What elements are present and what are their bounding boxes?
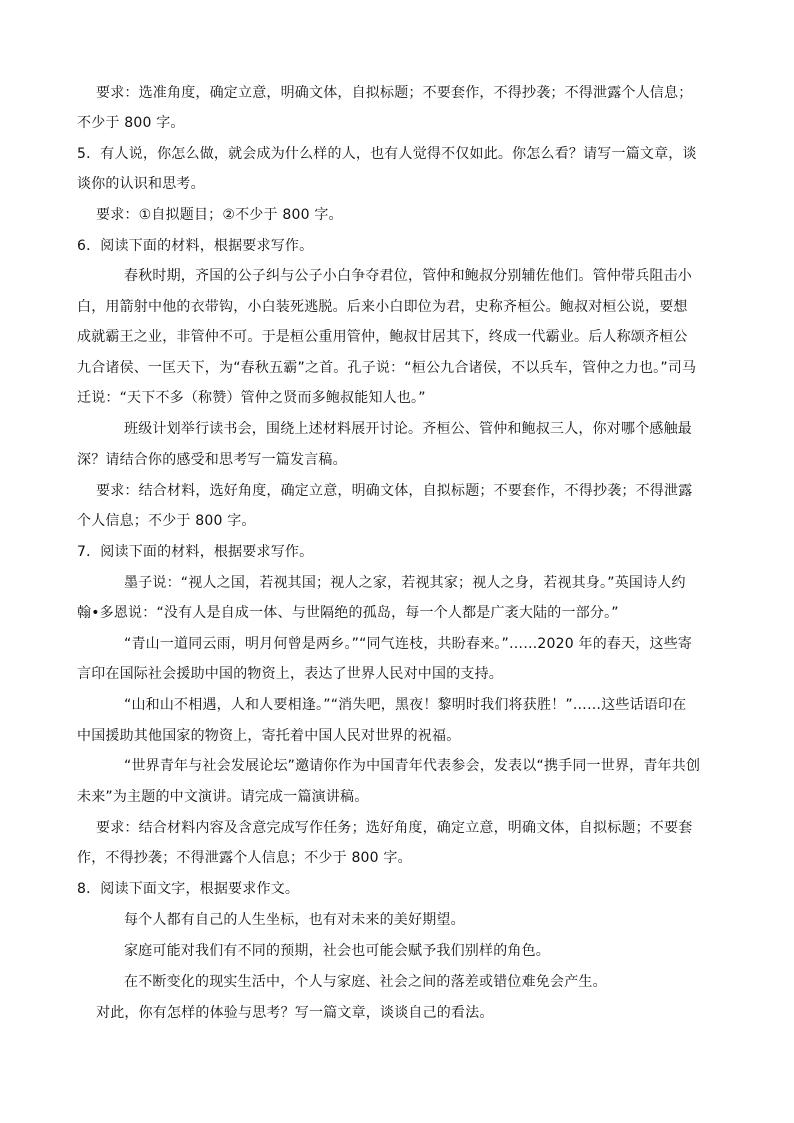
- material-paragraph: 翰•多恩说：“没有人是自成一体、与世隔绝的孤岛，每一个人都是广袤大陆的一部分。”: [77, 605, 619, 621]
- task-paragraph: 对此，你有怎样的体验与思考？写一篇文章，谈谈自己的看法。: [96, 1005, 494, 1021]
- task-paragraph: “世界青年与社会发展论坛”邀请你作为中国青年代表参会，发表以“携手同一世界，青年共创: [124, 758, 701, 774]
- task-paragraph: 班级计划举行读书会，围绕上述材料展开讨论。齐桓公、管仲和鲍叔三人，你对哪个感触最: [124, 421, 692, 437]
- material-paragraph: “青山一道同云雨，明月何曾是两乡。”“同气连枝，共盼春来。”……2020 年的春天，这些寄: [124, 636, 693, 652]
- material-paragraph: “山和山不相遇，人和人要相逢。”“消失吧，黑夜！黎明时我们将获胜！”……这些话语印在: [124, 697, 687, 713]
- material-paragraph: 成就霸王之业，非管仲不可。于是桓公重用管仲，鲍叔甘居其下，终成一代霸业。后人称颂齐桓公: [77, 329, 688, 345]
- question-6-heading: 6．阅读下面的材料，根据要求写作。: [77, 238, 314, 254]
- material-paragraph: 在不断变化的现实生活中，个人与家庭、社会之间的落差或错位难免会产生。: [124, 974, 607, 990]
- task-paragraph: 深？请结合你的感受和思考写一篇发言稿。: [77, 452, 347, 468]
- question-5-prompt: 谈你的认识和思考。: [77, 176, 205, 192]
- material-paragraph: 九合诸侯、一匡天下，为“春秋五霸”之首。孔子说：“桓公九合诸侯，不以兵车，管仲之力也。”司马: [77, 360, 697, 376]
- material-paragraph: 白，用箭射中他的衣带钩，小白装死逃脱。后来小白即位为君，史称齐桓公。鲍叔对桓公说，要想: [77, 299, 688, 315]
- requirement-text: 不少于 800 字。: [77, 115, 185, 131]
- question-7-heading: 7．阅读下面的材料，根据要求写作。: [77, 544, 314, 560]
- task-paragraph: 未来”为主题的中文演讲。请完成一篇演讲稿。: [77, 789, 369, 805]
- material-paragraph: 墨子说：“视人之国，若视其国；视人之家，若视其家；视人之身，若视其身。”英国诗人约: [124, 575, 686, 591]
- requirement-text: 要求：选准角度，确定立意，明确文体，自拟标题；不要套作，不得抄袭；不得泄露个人信息；: [96, 85, 693, 101]
- question-8-heading: 8．阅读下面文字，根据要求作文。: [77, 881, 300, 897]
- requirement-text: 要求：结合材料内容及含意完成写作任务；选好角度，确定立意，明确文体，自拟标题；不要套: [96, 820, 693, 836]
- material-paragraph: 言印在国际社会援助中国的物资上，表达了世界人民对中国的支持。: [77, 666, 503, 682]
- requirement-text: 个人信息；不少于 800 字。: [77, 513, 256, 529]
- requirement-text: 要求：结合材料，选好角度，确定立意，明确文体，自拟标题；不要套作，不得抄袭；不得泄露: [96, 483, 693, 499]
- material-paragraph: 每个人都有自己的人生坐标，也有对未来的美好期望。: [124, 912, 465, 928]
- material-paragraph: 迁说：“天下不多（称赞）管仲之贤而多鲍叔能知人也。”: [77, 390, 426, 406]
- question-5-prompt: 5．有人说，你怎么做，就会成为什么样的人，也有人觉得不仅如此。你怎么看？请写一篇文章，谈: [77, 146, 697, 162]
- material-paragraph: 春秋时期，齐国的公子纠与公子小白争夺君位，管仲和鲍叔分别辅佐他们。管仲带兵阻击小: [124, 268, 692, 284]
- requirement-text: 作，不得抄袭；不得泄露个人信息；不少于 800 字。: [77, 850, 412, 866]
- material-paragraph: 中国援助其他国家的物资上，寄托着中国人民对世界的祝福。: [77, 728, 461, 744]
- material-paragraph: 家庭可能对我们有不同的预期，社会也可能会赋予我们别样的角色。: [124, 943, 550, 959]
- requirement-text: 要求：①自拟题目；②不少于 800 字。: [96, 207, 343, 223]
